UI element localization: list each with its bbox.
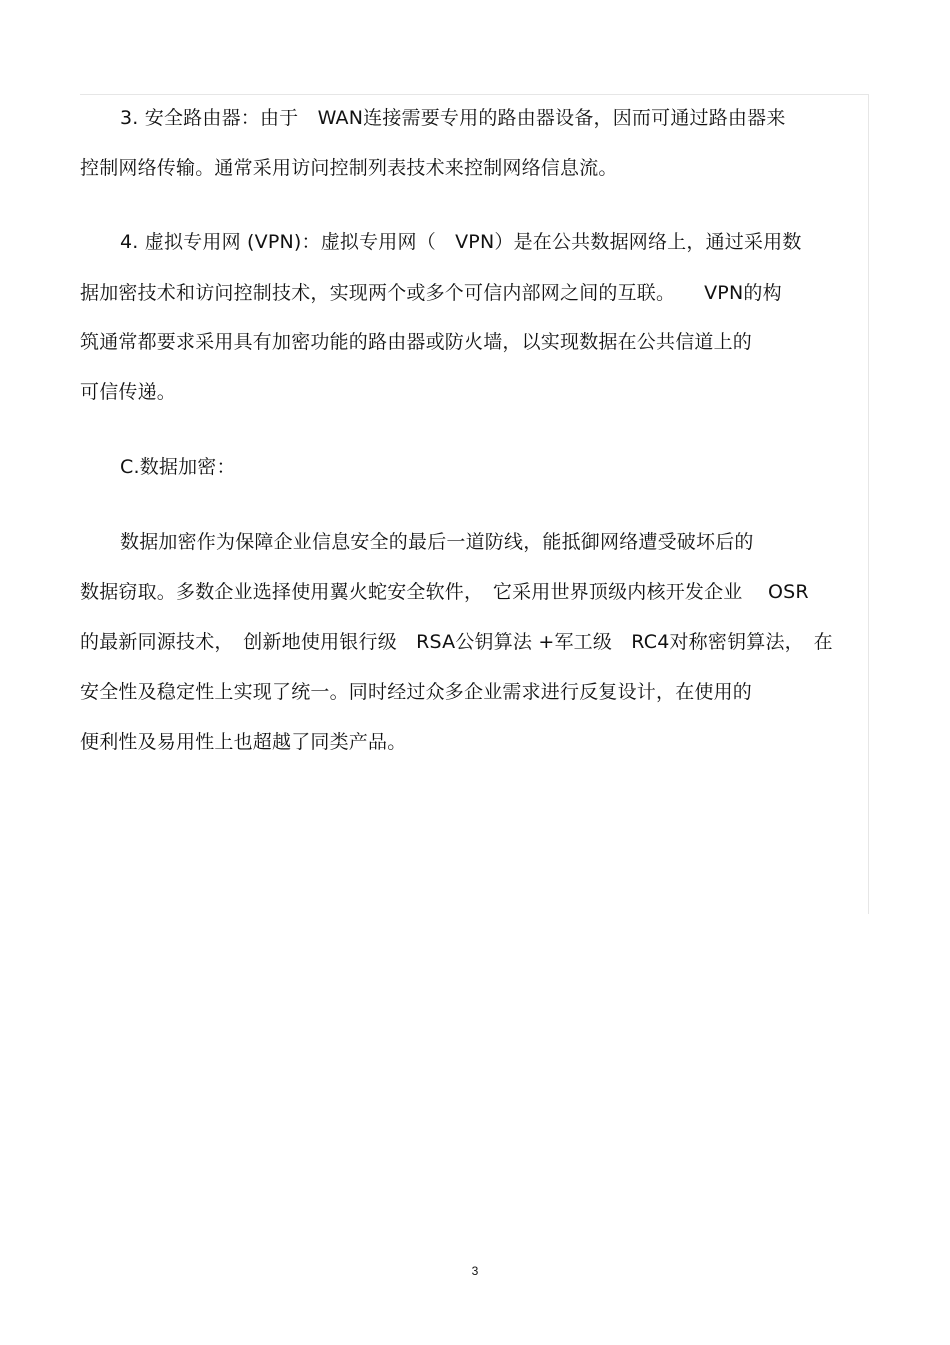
section-heading-c: C.数据加密： bbox=[120, 456, 236, 478]
vpn-paragraph-line-3: 筑通常都要求采用具有加密功能的路由器或防火墙，以实现数据在公共信道上的 bbox=[80, 331, 753, 353]
encryption-paragraph-line-5: 便利性及易用性上也超越了同类产品。 bbox=[80, 731, 407, 753]
encryption-paragraph-line-1: 数据加密作为保障企业信息安全的最后一道防线，能抵御网络遭受破坏后的 bbox=[120, 531, 754, 553]
page-border-right bbox=[868, 94, 869, 914]
router-paragraph-line-1: 3. 安全路由器：由于 WAN连接需要专用的路由器设备，因而可通过路由器来 bbox=[120, 107, 786, 129]
encryption-paragraph-line-4: 安全性及稳定性上实现了统一。同时经过众多企业需求进行反复设计，在使用的 bbox=[80, 681, 753, 703]
router-paragraph-line-2: 控制网络传输。通常采用访问控制列表技术来控制网络信息流。 bbox=[80, 157, 618, 179]
encryption-paragraph-line-3: 的最新同源技术， 创新地使用银行级 RSA公钥算法 +军工级 RC4对称密钥算法， 在 bbox=[80, 631, 833, 653]
vpn-paragraph-line-4: 可信传递。 bbox=[80, 381, 177, 403]
page-number: 3 bbox=[471, 1264, 479, 1278]
vpn-paragraph-line-2: 据加密技术和访问控制技术，实现两个或多个可信内部网之间的互联。 VPN的构 bbox=[80, 282, 782, 304]
page-border-top bbox=[80, 94, 869, 95]
vpn-paragraph-line-1: 4. 虚拟专用网 (VPN)：虚拟专用网（ VPN）是在公共数据网络上，通过采用数 bbox=[120, 231, 802, 253]
encryption-paragraph-line-2: 数据窃取。多数企业选择使用翼火蛇安全软件， 它采用世界顶级内核开发企业 OSR bbox=[80, 581, 809, 603]
